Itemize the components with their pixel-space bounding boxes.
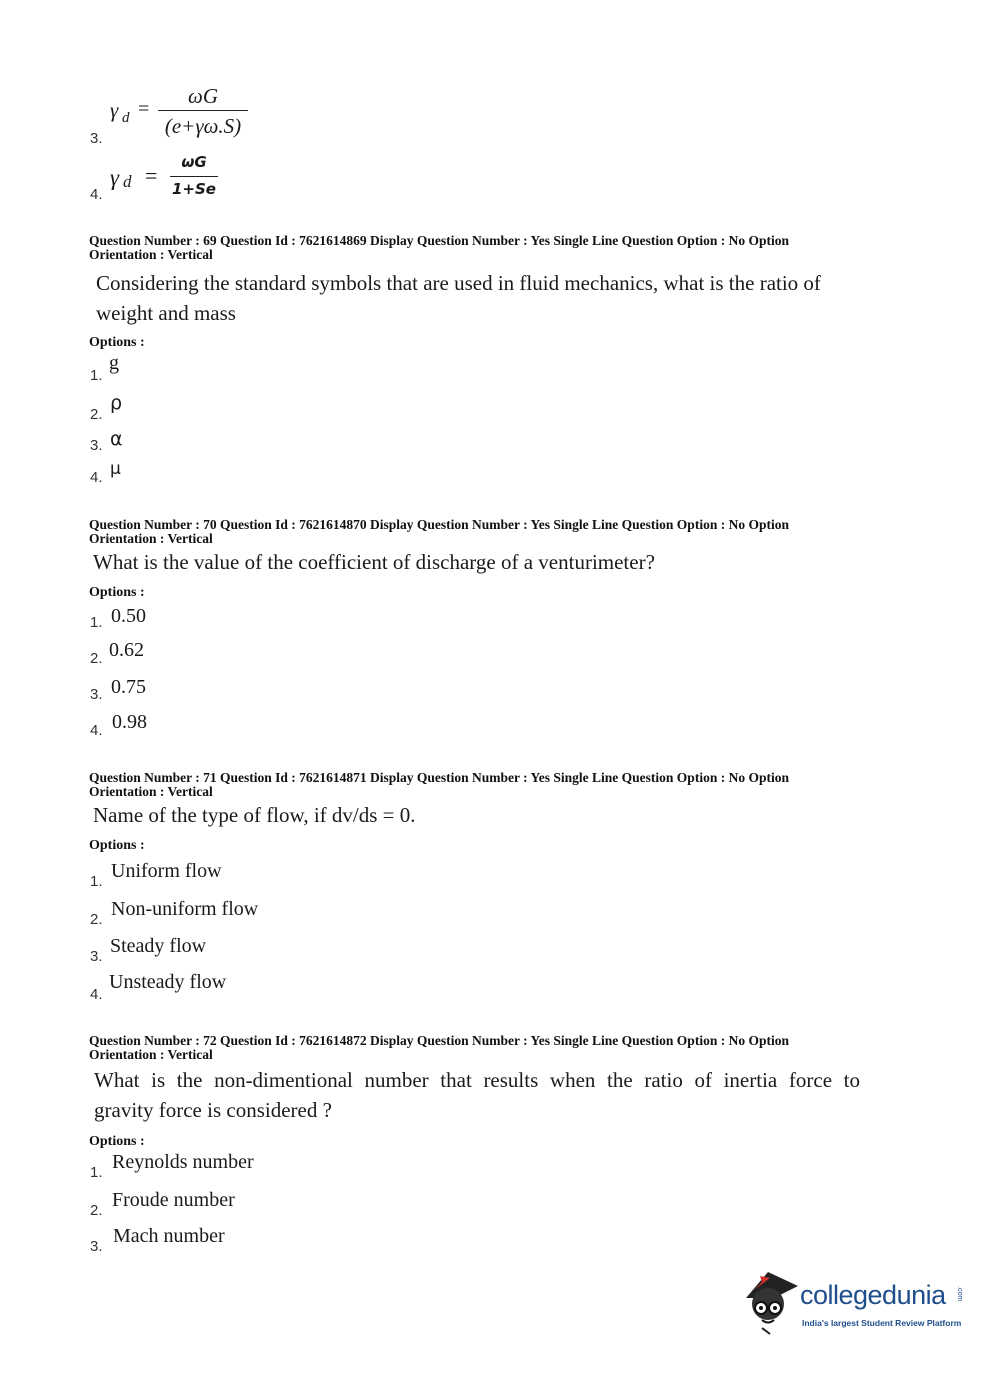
- options-label: Options :: [89, 838, 145, 853]
- option-text: Uniform flow: [111, 860, 222, 882]
- numerator: ωG: [181, 153, 207, 171]
- option-number: 2.: [90, 406, 103, 423]
- question-text-line1: Name of the type of flow, if dv/ds = 0.: [93, 803, 416, 827]
- option-number: 3.: [90, 948, 103, 965]
- denominator: 1+Se: [172, 180, 216, 198]
- option-number: 3.: [90, 130, 103, 147]
- gamma-symbol: γ: [110, 165, 120, 190]
- question-meta-line2: Orientation : Vertical: [89, 1047, 213, 1062]
- option-text: 0.50: [111, 605, 146, 627]
- question-meta-line1: Question Number : 72 Question Id : 7621614872 Display Question Number : Yes Single Line Question Option : No Option: [89, 1033, 789, 1048]
- options-label: Options :: [89, 335, 145, 350]
- fraction-bar: [170, 176, 218, 177]
- option-text: Mach number: [113, 1225, 225, 1247]
- question-text-line2: gravity force is considered ?: [94, 1098, 332, 1122]
- option-text: g: [109, 352, 119, 374]
- option-text: Froude number: [112, 1189, 235, 1211]
- question-meta-line1: Question Number : 71 Question Id : 7621614871 Display Question Number : Yes Single Line Question Option : No Option: [89, 770, 789, 785]
- denominator: (e+γω.S): [164, 114, 242, 138]
- logo-brand-text: collegedunia: [800, 1280, 946, 1310]
- option-number: 3.: [90, 1238, 103, 1255]
- numerator: ωG: [188, 84, 218, 108]
- question-meta-line1: Question Number : 69 Question Id : 7621614869 Display Question Number : Yes Single Line Question Option : No Option: [89, 233, 789, 248]
- subscript-d: d: [123, 172, 132, 191]
- option-number: 4.: [90, 186, 103, 203]
- question-text-line1: What is the value of the coefficient of discharge of a venturimeter?: [93, 550, 655, 574]
- option-number: 2.: [90, 1202, 103, 1219]
- equals-sign: =: [138, 98, 150, 120]
- option-number: 1.: [90, 367, 103, 384]
- equals-sign: =: [145, 163, 158, 188]
- option-text: α: [110, 428, 123, 450]
- logo-tld-text: .com: [956, 1286, 963, 1302]
- option-text: Unsteady flow: [109, 971, 227, 993]
- option-number: 3.: [90, 437, 103, 454]
- logo-tagline: India's largest Student Review Platform: [802, 1318, 962, 1328]
- option-number: 1.: [90, 614, 103, 631]
- option-number: 4.: [90, 722, 103, 739]
- option-number: 1.: [90, 1164, 103, 1181]
- option-number: 3.: [90, 686, 103, 703]
- option-text: Steady flow: [110, 935, 207, 957]
- question-meta-line2: Orientation : Vertical: [89, 247, 213, 262]
- option-text: μ: [110, 459, 121, 479]
- option-text: ρ: [110, 392, 123, 414]
- option-text: Non-uniform flow: [111, 898, 259, 920]
- fraction-bar: [158, 110, 248, 111]
- option-number: 4.: [90, 986, 103, 1003]
- question-meta-line2: Orientation : Vertical: [89, 784, 213, 799]
- question-text-line2: weight and mass: [96, 301, 236, 325]
- gamma-symbol: γ: [110, 98, 119, 122]
- question-meta-line2: Orientation : Vertical: [89, 531, 213, 546]
- option-text: 0.62: [109, 639, 144, 661]
- subscript-d: d: [122, 110, 130, 126]
- question-text-line1: Considering the standard symbols that are used in fluid mechanics, what is the ratio of: [96, 271, 821, 295]
- option-number: 1.: [90, 873, 103, 890]
- options-label: Options :: [89, 585, 145, 600]
- option-number: 2.: [90, 650, 103, 667]
- question-text-line1: What is the non-dimentional number that results when the ratio of inertia force to: [94, 1068, 860, 1092]
- mascot-icon: [740, 1268, 802, 1338]
- question-meta-line1: Question Number : 70 Question Id : 7621614870 Display Question Number : Yes Single Line Question Option : No Option: [89, 517, 789, 532]
- option-text: 0.98: [112, 711, 147, 733]
- collegedunia-logo[interactable]: [740, 1268, 970, 1340]
- option-text: Reynolds number: [112, 1151, 254, 1173]
- option-number: 2.: [90, 911, 103, 928]
- option-text: 0.75: [111, 676, 146, 698]
- option-number: 4.: [90, 469, 103, 486]
- options-label: Options :: [89, 1134, 145, 1149]
